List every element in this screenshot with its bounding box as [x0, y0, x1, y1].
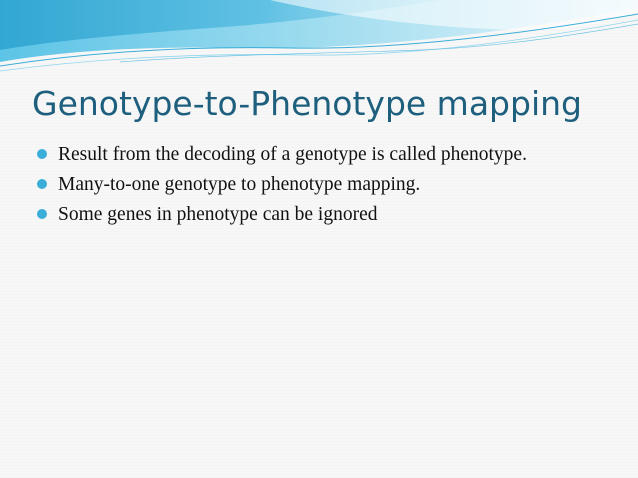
bullet-item [36, 172, 596, 197]
bullet-dot-icon [36, 208, 48, 220]
bullet-dot-icon [36, 178, 48, 190]
bullet-text: Many-to-one genotype to phenotype mapping. [58, 174, 421, 195]
bullet-text: Some genes in phenotype can be ignored [58, 204, 378, 225]
bullet-item [36, 142, 596, 167]
bullet-item [36, 202, 596, 227]
bullet-list [36, 142, 596, 232]
header-wave-decoration [0, 0, 638, 80]
bullet-text: Result from the decoding of a genotype is called phenotype. [58, 144, 527, 165]
slide-title: Genotype-to-Phenotype mapping [32, 84, 582, 123]
bullet-dot-icon [36, 148, 48, 160]
